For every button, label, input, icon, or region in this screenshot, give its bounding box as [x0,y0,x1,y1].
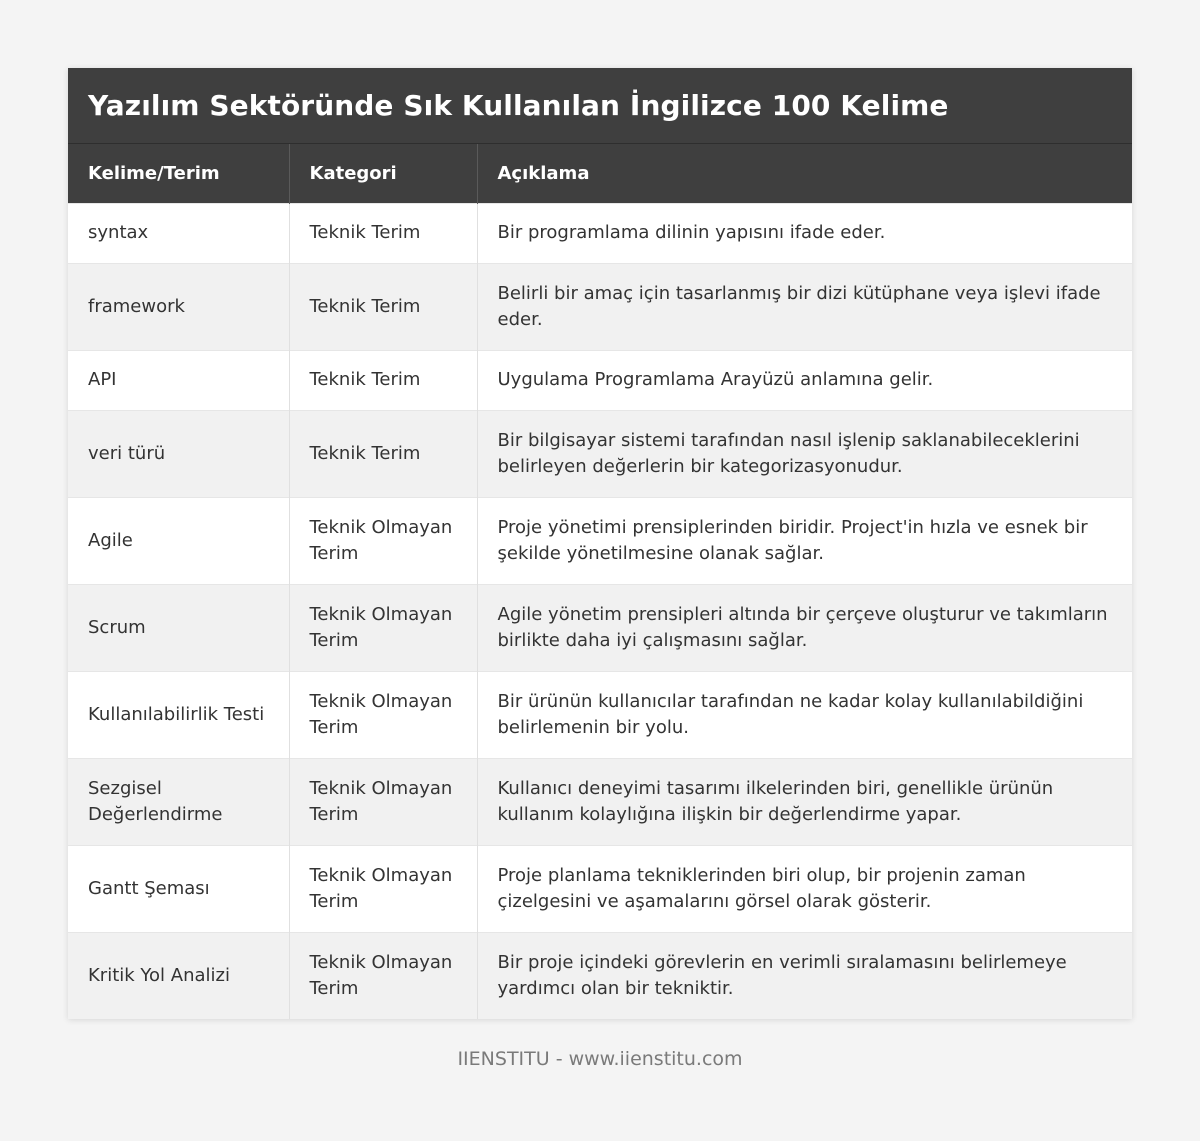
description-cell: Bir ürünün kullanıcılar tarafından ne kadar kolay kullanılabildiğini belirlemenin bir yolu. [477,671,1132,758]
table-row [68,671,1132,758]
table-header-row [68,144,1132,203]
table-row [68,932,1132,1019]
description-cell: Kullanıcı deneyimi tasarımı ilkelerinden biri, genellikle ürünün kullanım kolaylığına ilişkin bir değerlendirme yapar. [477,758,1132,845]
category-cell: Teknik Olmayan Terim [289,932,477,1019]
table-row [68,410,1132,497]
category-cell: Teknik Olmayan Terim [289,758,477,845]
term-cell: veri türü [68,410,289,497]
term-cell: API [68,350,289,410]
description-cell: Bir proje içindeki görevlerin en verimli sıralamasını belirlemeye yardımcı olan bir tekniktir. [477,932,1132,1019]
vocabulary-table-card [68,68,1132,1019]
table-row [68,845,1132,932]
table-row [68,203,1132,263]
description-cell: Bir bilgisayar sistemi tarafından nasıl işlenip saklanabileceklerini belirleyen değerlerin bir kategorizasyonudur. [477,410,1132,497]
vocabulary-table [68,144,1132,1019]
description-cell: Agile yönetim prensipleri altında bir çerçeve oluşturur ve takımların birlikte daha iyi çalışmasını sağlar. [477,584,1132,671]
category-cell: Teknik Olmayan Terim [289,671,477,758]
term-cell: Kritik Yol Analizi [68,932,289,1019]
table-row [68,584,1132,671]
term-cell: syntax [68,203,289,263]
table-row [68,758,1132,845]
term-cell: Agile [68,497,289,584]
category-cell: Teknik Olmayan Terim [289,497,477,584]
description-cell: Bir programlama dilinin yapısını ifade eder. [477,203,1132,263]
category-cell: Teknik Olmayan Terim [289,845,477,932]
column-header-description: Açıklama [477,144,1132,203]
description-cell: Belirli bir amaç için tasarlanmış bir dizi kütüphane veya işlevi ifade eder. [477,263,1132,350]
term-cell: Kullanılabilirlik Testi [68,671,289,758]
table-row [68,263,1132,350]
description-cell: Proje planlama tekniklerinden biri olup, bir projenin zaman çizelgesini ve aşamalarını görsel olarak gösterir. [477,845,1132,932]
title-bar [68,68,1132,144]
term-cell: Gantt Şeması [68,845,289,932]
table-row [68,350,1132,410]
term-cell: Sezgisel Değerlendirme [68,758,289,845]
description-cell: Uygulama Programlama Arayüzü anlamına gelir. [477,350,1132,410]
term-cell: Scrum [68,584,289,671]
term-cell: framework [68,263,289,350]
category-cell: Teknik Olmayan Terim [289,584,477,671]
description-cell: Proje yönetimi prensiplerinden biridir. Project'in hızla ve esnek bir şekilde yönetilmesine olanak sağlar. [477,497,1132,584]
category-cell: Teknik Terim [289,410,477,497]
category-cell: Teknik Terim [289,263,477,350]
category-cell: Teknik Terim [289,203,477,263]
column-header-category: Kategori [289,144,477,203]
footer-credit: IIENSTITU - www.iienstitu.com [457,1048,743,1070]
page-title: Yazılım Sektöründe Sık Kullanılan İngilizce 100 Kelime [88,89,949,122]
table-row [68,497,1132,584]
column-header-term: Kelime/Terim [68,144,289,203]
category-cell: Teknik Terim [289,350,477,410]
